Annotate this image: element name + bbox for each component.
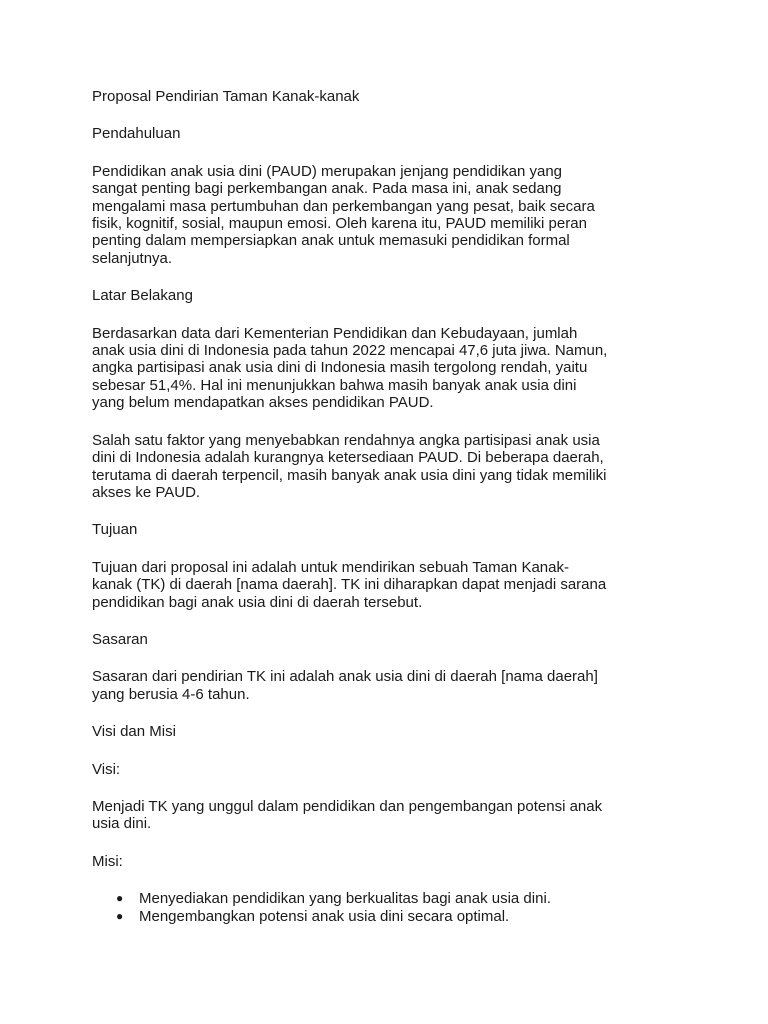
heading-sasaran: Sasaran <box>92 630 148 648</box>
misi-list <box>92 890 652 925</box>
heading-pendahuluan: Pendahuluan <box>92 125 181 143</box>
bullet-icon: ● <box>116 891 124 906</box>
text-line: akses ke PAUD. <box>92 483 201 501</box>
list-item <box>92 908 652 925</box>
text-line: angka partisipasi anak usia dini di Indonesia masih tergolong rendah, yaitu <box>92 359 588 377</box>
paragraph-sasaran <box>92 668 652 703</box>
text-line: Pendidikan anak usia dini (PAUD) merupakan jenjang pendidikan yang <box>92 162 563 180</box>
heading-visi-misi: Visi dan Misi <box>92 723 176 741</box>
text-line: dini di Indonesia adalah kurangnya ketersediaan PAUD. Di beberapa daerah, <box>92 449 604 467</box>
text-line: yang berusia 4-6 tahun. <box>92 685 250 703</box>
text-line: mengalami masa pertumbuhan dan perkembangan yang pesat, baik secara <box>92 197 595 215</box>
misi-label: Misi: <box>92 852 123 870</box>
text-line: anak usia dini di Indonesia pada tahun 2022 mencapai 47,6 juta jiwa. Namun, <box>92 342 608 360</box>
paragraph-pendahuluan <box>92 163 652 267</box>
text-line: penting dalam mempersiapkan anak untuk memasuki pendidikan formal <box>92 232 570 250</box>
document-title: Proposal Pendirian Taman Kanak-kanak <box>92 88 360 105</box>
text-line: usia dini. <box>92 815 152 833</box>
text-line: yang belum mendapatkan akses pendidikan PAUD. <box>92 394 434 412</box>
list-item-text: Mengembangkan potensi anak usia dini secara optimal. <box>139 907 510 925</box>
list-item <box>92 890 652 907</box>
text-line: Sasaran dari pendirian TK ini adalah anak usia dini di daerah [nama daerah] <box>92 668 598 686</box>
text-line: Menjadi TK yang unggul dalam pendidikan dan pengembangan potensi anak <box>92 797 603 815</box>
paragraph-latar-belakang-1 <box>92 325 652 412</box>
text-line: sebesar 51,4%. Hal ini menunjukkan bahwa masih banyak anak usia dini <box>92 376 577 394</box>
text-line: terutama di daerah terpencil, masih banyak anak usia dini yang tidak memiliki <box>92 466 607 484</box>
paragraph-tujuan <box>92 559 652 611</box>
text-line: kanak (TK) di daerah [nama daerah]. TK ini diharapkan dapat menjadi sarana <box>92 576 607 594</box>
text-line: Berdasarkan data dari Kementerian Pendidikan dan Kebudayaan, jumlah <box>92 324 578 342</box>
text-line: pendidikan bagi anak usia dini di daerah tersebut. <box>92 593 423 611</box>
list-item-text: Menyediakan pendidikan yang berkualitas bagi anak usia dini. <box>139 890 551 908</box>
document-page <box>92 88 652 925</box>
text-line: Salah satu faktor yang menyebabkan rendahnya angka partisipasi anak usia <box>92 431 600 449</box>
heading-tujuan: Tujuan <box>92 521 138 539</box>
bullet-icon: ● <box>116 908 124 923</box>
text-line: fisik, kognitif, sosial, maupun emosi. Oleh karena itu, PAUD memiliki peran <box>92 215 587 233</box>
text-line: selanjutnya. <box>92 249 173 267</box>
visi-label: Visi: <box>92 760 121 778</box>
text-line: Tujuan dari proposal ini adalah untuk mendirikan sebuah Taman Kanak- <box>92 558 569 576</box>
heading-latar-belakang: Latar Belakang <box>92 287 193 305</box>
text-line: sangat penting bagi perkembangan anak. Pada masa ini, anak sedang <box>92 180 562 198</box>
paragraph-latar-belakang-2 <box>92 432 652 502</box>
paragraph-visi <box>92 798 652 833</box>
